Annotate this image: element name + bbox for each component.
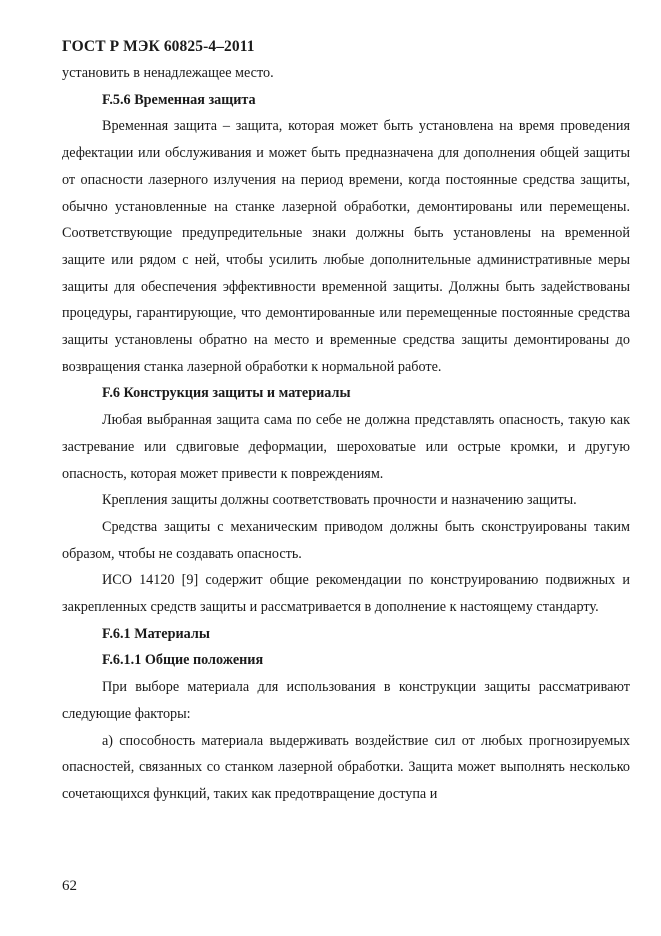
paragraph-guard-fastening: Крепления защиты должны соответствовать прочности и назначению защиты. xyxy=(102,492,577,509)
document-body xyxy=(62,60,630,808)
section-heading-f6: F.6 Конструкция защиты и материалы xyxy=(102,385,351,402)
standard-header: ГОСТ Р МЭК 60825-4–2011 xyxy=(62,38,255,55)
paragraph-iso-reference: ИСО 14120 [9] содержит общие рекомендации по конструированию подвижных и закрепленных средств защиты и рассматривается в дополнение к настоящему стандарту. xyxy=(62,572,630,616)
paragraph-material-factors: При выборе материала для использования в конструкции защиты рассматривают следующие факторы: xyxy=(62,679,630,722)
page-number: 62 xyxy=(62,878,77,894)
list-item-a: а) способность материала выдерживать воздействие сил от любых прогнозируемых опасностей, связанных со станком лазерной обработки. Защита может выполнять несколько сочетающихся функций, таких как предотвращение доступа и xyxy=(62,732,630,802)
paragraph-guard-hazards: Любая выбранная защита сама по себе не должна представлять опасность, такую как застревание или сдвиговые деформации, шероховатые или острые кромки, и другую опасность, которая может привести к повреждениям. xyxy=(62,412,630,482)
section-heading-f61: F.6.1 Материалы xyxy=(102,625,210,642)
document-page xyxy=(62,0,630,936)
paragraph-powered-guards: Средства защиты с механическим приводом должны быть сконструированы таким образом, чтобы не создавать опасность. xyxy=(62,518,630,562)
section-heading-f56: F.5.6 Временная защита xyxy=(102,91,256,108)
paragraph-temporary-protection: Временная защита – защита, которая может быть установлена на время проведения дефектации или обслуживания и может быть предназначена для дополнения общей защиты от опасности лазерного излучения на период времени, когда постоянные средства защиты, обычно установленные на станке лазерной обработки, демонтированы или перемещены. Соответствующие предупредительные знаки должны быть установлены на временной защите или рядом с ней, чтобы усилить любые дополнительные административные меры защиты для обеспечения эффективности временной защиты. Должны быть задействованы процедуры, гарантирующие, что демонтированные или перемещенные постоянные средства защиты установлены обратно на место и временные средства защиты демонтированы до возвращения станка лазерной обработки к нормальной работе. xyxy=(62,118,630,375)
paragraph-continuation: установить в ненадлежащее место. xyxy=(62,65,274,81)
section-heading-f611: F.6.1.1 Общие положения xyxy=(102,652,264,669)
